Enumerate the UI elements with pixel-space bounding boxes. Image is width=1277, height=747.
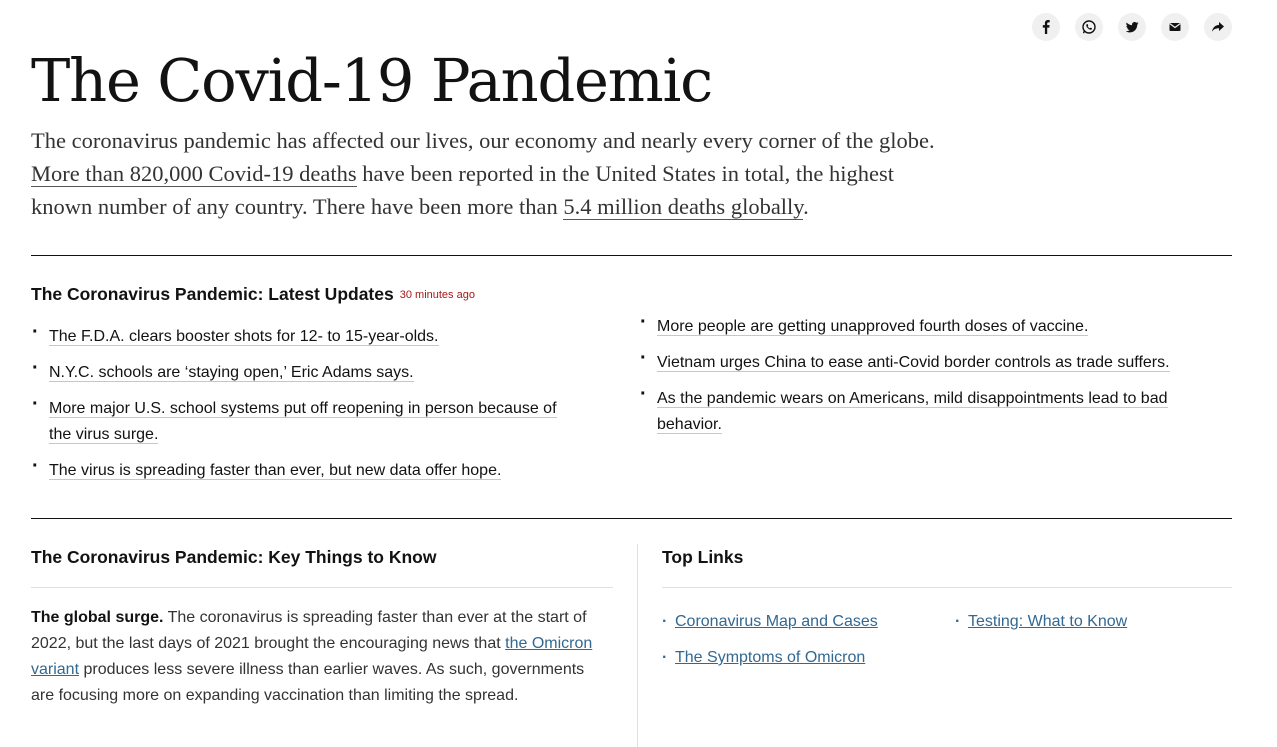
facebook-share-button[interactable]	[1032, 13, 1060, 41]
list-item	[32, 360, 572, 386]
whatsapp-icon	[1081, 19, 1097, 35]
column-divider	[637, 544, 638, 747]
key-things-heading[interactable]: The Coronavirus Pandemic: Key Things to Know	[31, 547, 437, 567]
more-share-button[interactable]	[1204, 13, 1232, 41]
update-link[interactable]: More people are getting unapproved fourth doses of vaccine.	[657, 318, 1089, 335]
list-item	[640, 314, 1200, 340]
intro-paragraph	[31, 124, 951, 223]
timestamp: 30 minutes ago	[399, 289, 475, 301]
key-things-divider	[31, 587, 613, 588]
latest-updates-right-list	[640, 314, 1200, 448]
intro-text-1: The coronavirus pandemic has affected our lives, our economy and nearly every corner of the globe.	[31, 128, 935, 153]
page-title: The Covid-19 Pandemic	[31, 46, 712, 115]
latest-updates-title[interactable]: The Coronavirus Pandemic: Latest Updates	[31, 284, 394, 304]
omicron-symptoms-link[interactable]: The Symptoms of Omicron	[675, 649, 866, 666]
latest-updates-heading	[31, 284, 475, 305]
update-link[interactable]: As the pandemic wears on Americans, mild disappointments lead to bad behavior.	[657, 390, 1168, 433]
list-item	[640, 350, 1200, 376]
section-divider	[31, 255, 1232, 256]
list-item	[32, 396, 572, 448]
list-item	[955, 609, 1225, 635]
top-links-col-2	[955, 609, 1225, 645]
us-deaths-link[interactable]: More than 820,000 Covid-19 deaths	[31, 161, 357, 186]
whatsapp-share-button[interactable]	[1075, 13, 1103, 41]
top-links-heading: Top Links	[662, 547, 744, 567]
section-divider	[31, 518, 1232, 519]
intro-text-2: have been reported in the United States in total, the highest known number of any country. There have been more than	[31, 161, 894, 219]
list-item	[662, 645, 942, 671]
email-icon	[1167, 19, 1183, 35]
key-things-body-2: produces less severe illness than earlier waves. As such, governments are focusing more on expanding vaccination than limiting the spread.	[31, 661, 585, 704]
global-deaths-link[interactable]: 5.4 million deaths globally	[563, 194, 804, 219]
update-link[interactable]: The virus is spreading faster than ever, but new data offer hope.	[49, 462, 502, 479]
email-share-button[interactable]	[1161, 13, 1189, 41]
update-link[interactable]: N.Y.C. schools are ‘staying open,’ Eric Adams says.	[49, 364, 414, 381]
list-item	[640, 386, 1200, 438]
key-things-text	[31, 605, 611, 709]
facebook-icon	[1038, 19, 1054, 35]
key-things-lead: The global surge.	[31, 609, 164, 626]
omicron-variant-link[interactable]: the Omicron variant	[31, 635, 593, 678]
update-link[interactable]: Vietnam urges China to ease anti-Covid border controls as trade suffers.	[657, 354, 1170, 371]
intro-text-3: .	[803, 194, 809, 219]
twitter-share-button[interactable]	[1118, 13, 1146, 41]
twitter-icon	[1124, 19, 1140, 35]
testing-link[interactable]: Testing: What to Know	[968, 613, 1128, 630]
share-arrow-icon	[1210, 19, 1226, 35]
share-toolbar	[1032, 13, 1232, 41]
top-links-col-1	[662, 609, 942, 681]
list-item	[662, 609, 942, 635]
list-item	[32, 458, 572, 484]
key-things-body-1: The coronavirus is spreading faster than ever at the start of 2022, but the last days of 2021 brought the encouraging news that	[31, 609, 587, 652]
update-link[interactable]: More major U.S. school systems put off reopening in person because of the virus surge.	[49, 400, 557, 443]
top-links-divider	[662, 587, 1232, 588]
update-link[interactable]: The F.D.A. clears booster shots for 12- to 15-year-olds.	[49, 328, 439, 345]
list-item	[32, 324, 572, 350]
map-and-cases-link[interactable]: Coronavirus Map and Cases	[675, 613, 878, 630]
latest-updates-left-list	[32, 324, 572, 494]
